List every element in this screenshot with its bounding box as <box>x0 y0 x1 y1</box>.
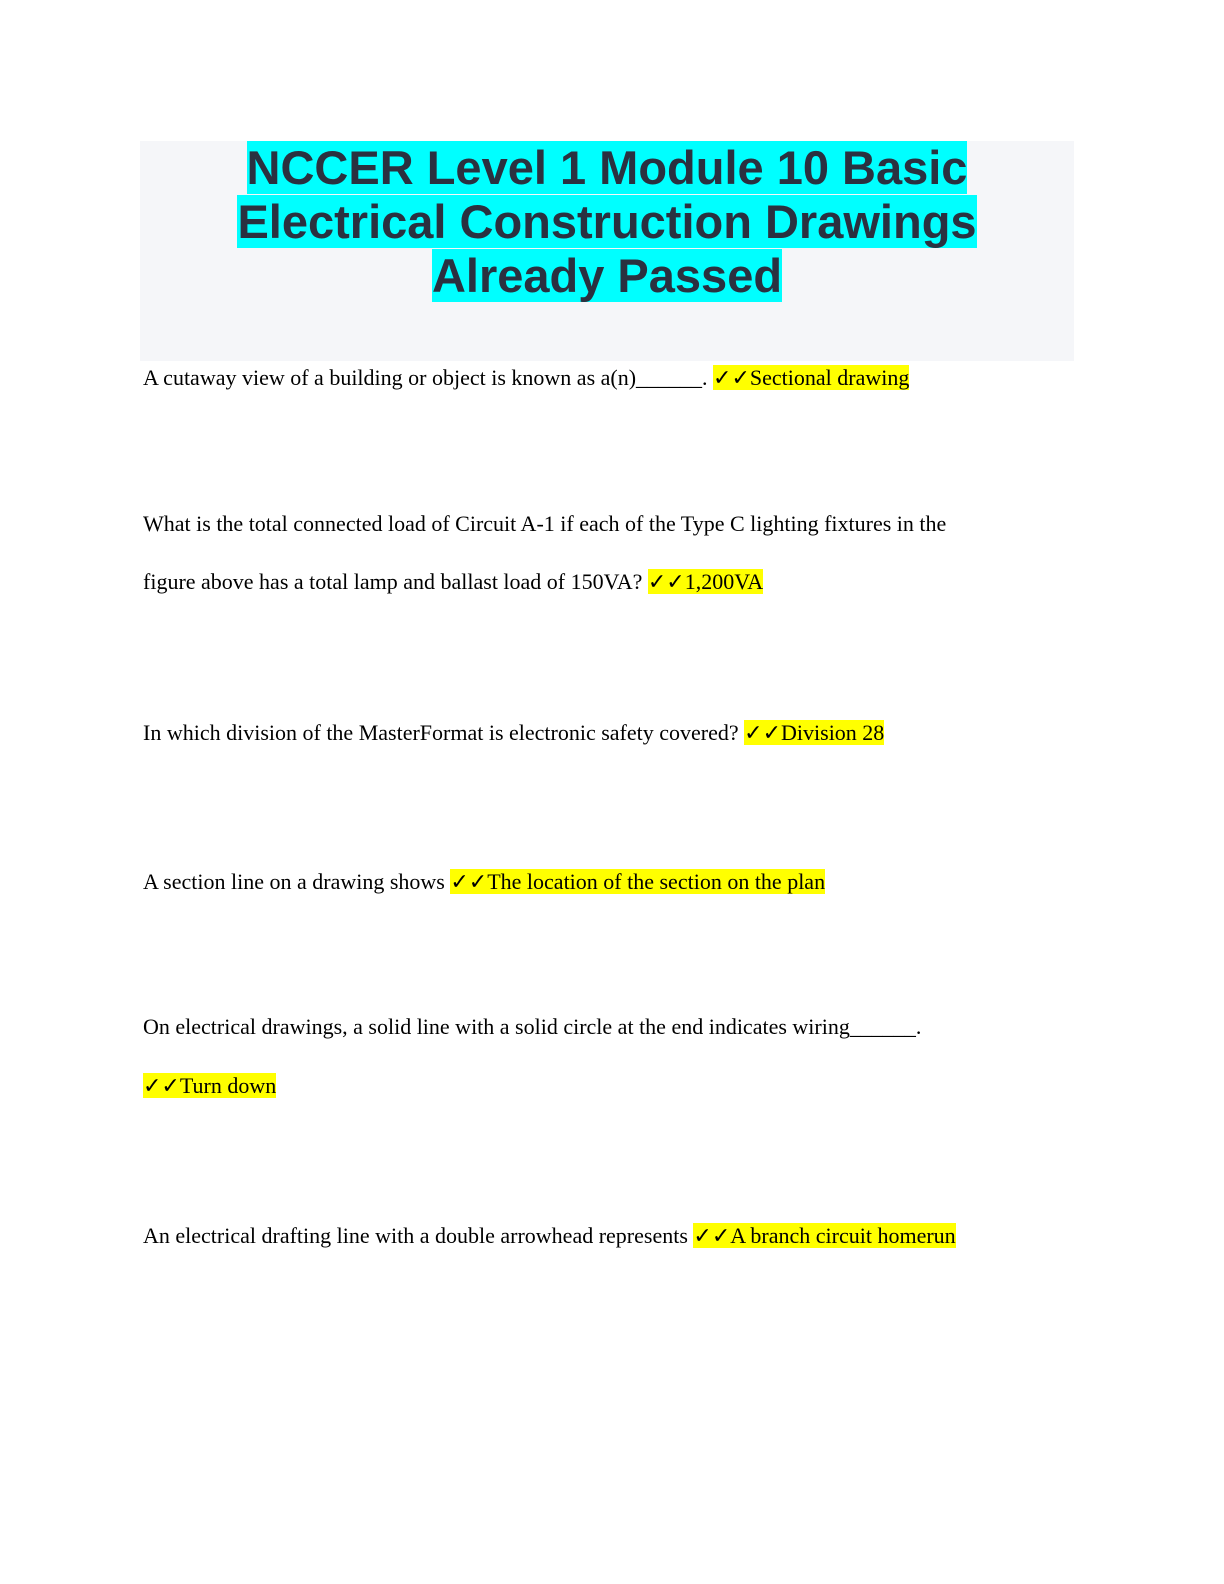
answer-text: ✓✓Sectional drawing <box>713 365 910 390</box>
qa-item-1 <box>143 349 909 407</box>
title-line-3-text: Already Passed <box>431 249 783 302</box>
title-line-3 <box>140 249 1074 303</box>
document-title <box>140 141 1074 303</box>
qa-item-3 <box>143 704 884 762</box>
qa-item-6 <box>143 1207 956 1265</box>
question-text: What is the total connected load of Circuit A-1 if each of the Type C lighting fixtures in the <box>143 511 947 536</box>
title-line-2 <box>140 195 1074 249</box>
answer-text: ✓✓Turn down <box>143 1073 277 1098</box>
qa-item-2-line-2 <box>143 553 763 611</box>
qa-item-5-question <box>143 998 921 1056</box>
qa-item-2-line-1 <box>143 495 946 553</box>
question-text: A section line on a drawing shows <box>143 869 451 894</box>
title-line-1 <box>140 141 1074 195</box>
question-text: figure above has a total lamp and ballast load of 150VA? <box>143 569 648 594</box>
question-text: An electrical drafting line with a double arrowhead represents <box>143 1223 694 1248</box>
answer-text: ✓✓1,200VA <box>647 569 764 594</box>
answer-text: ✓✓Division 28 <box>744 720 885 745</box>
question-text: In which division of the MasterFormat is electronic safety covered? <box>143 720 745 745</box>
title-line-1-text: NCCER Level 1 Module 10 Basic <box>246 141 968 194</box>
answer-text: ✓✓A branch circuit homerun <box>693 1223 956 1248</box>
qa-item-5-answer <box>143 1057 276 1115</box>
question-text: On electrical drawings, a solid line with a solid circle at the end indicates wiring______. <box>143 1014 922 1039</box>
qa-item-4 <box>143 853 825 911</box>
answer-text: ✓✓The location of the section on the plan <box>450 869 826 894</box>
question-text: A cutaway view of a building or object is known as a(n)______. <box>143 365 714 390</box>
title-line-2-text: Electrical Construction Drawings <box>237 195 977 248</box>
